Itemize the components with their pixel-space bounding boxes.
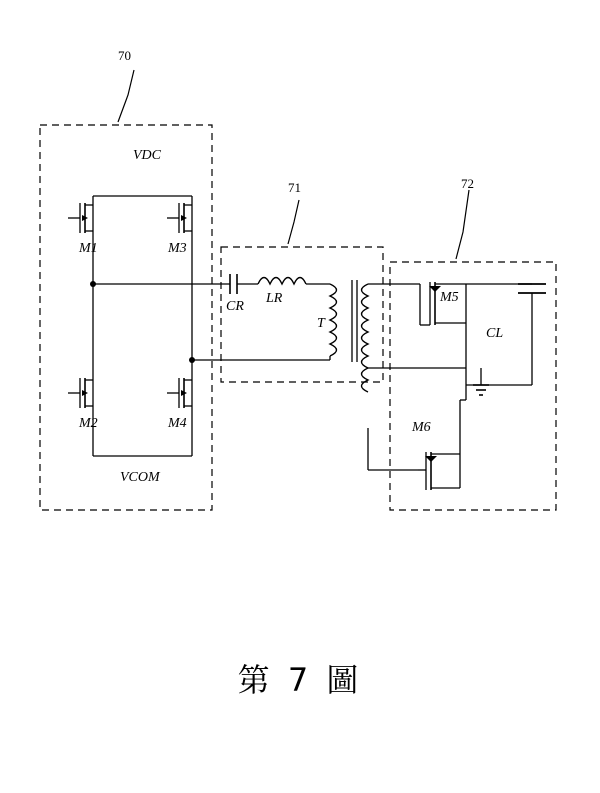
label-m2: M2	[79, 416, 98, 431]
label-lr: LR	[266, 291, 283, 306]
label-t: T	[317, 316, 325, 331]
label-m3: M3	[168, 241, 187, 256]
label-vdc: VDC	[133, 148, 161, 163]
label-m6: M6	[412, 420, 431, 435]
label-cl: CL	[486, 326, 504, 341]
label-m4: M4	[168, 416, 187, 431]
figure-caption: 第 7 圖	[237, 661, 363, 699]
label-cr: CR	[226, 299, 244, 314]
m6-arrow	[425, 456, 437, 462]
transformer-primary	[330, 284, 337, 356]
lr-inductor	[258, 278, 306, 285]
label-m5: M5	[440, 290, 459, 305]
block-71-leader	[288, 200, 299, 244]
label-vcom: VCOM	[120, 470, 160, 485]
block-71-outline	[221, 247, 383, 382]
label-m1: M1	[79, 241, 98, 256]
label-block-70: 70	[118, 48, 131, 63]
block-70-outline	[40, 125, 212, 510]
block-72-outline	[390, 262, 556, 510]
label-block-72: 72	[461, 176, 474, 191]
block-70-leader	[118, 70, 134, 122]
transformer-secondary	[362, 284, 369, 392]
label-block-71: 71	[288, 180, 301, 195]
block-72-leader	[456, 190, 469, 259]
